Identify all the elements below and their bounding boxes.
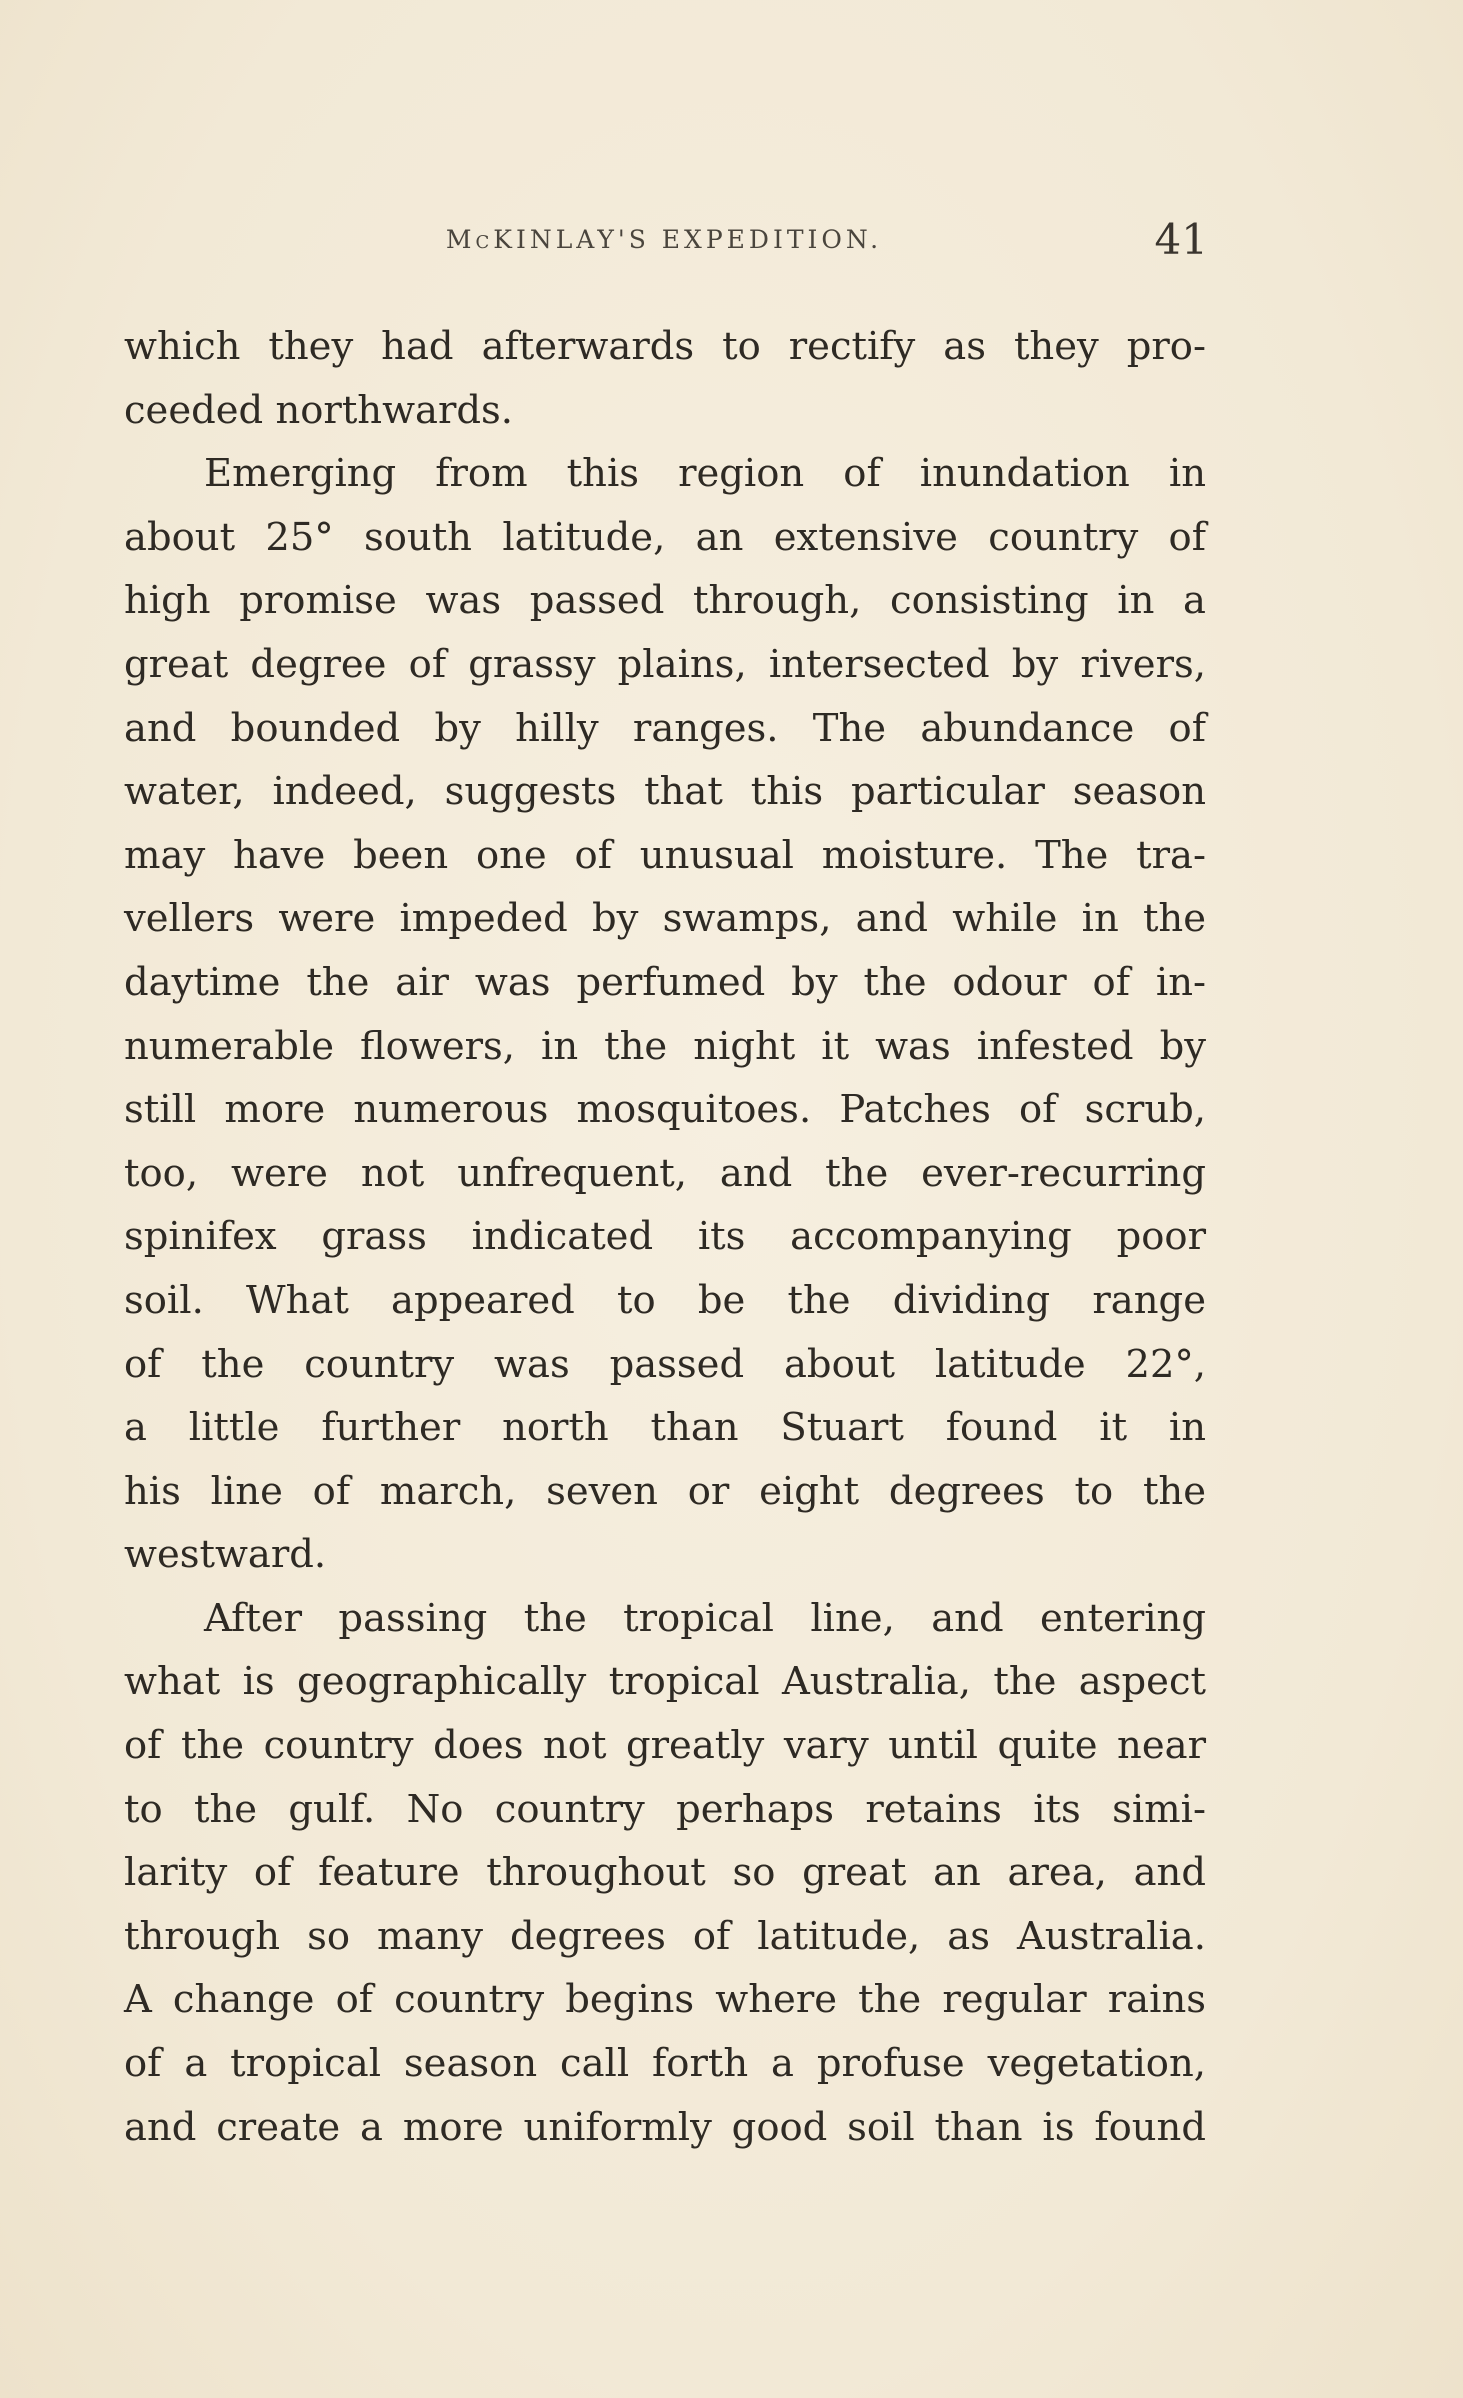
text-line: may have been one of unusual moisture. The tra- <box>124 832 1206 878</box>
text-line: ceeded northwards. <box>124 387 514 433</box>
running-head <box>120 215 1208 265</box>
text-line: what is geographically tropical Australia, the aspect <box>124 1659 1206 1705</box>
text-line: of the country does not greatly vary until quite near <box>124 1723 1206 1769</box>
page-number: 41 <box>1154 215 1208 264</box>
text-line: still more numerous mosquitoes. Patches of scrub, <box>124 1087 1206 1133</box>
text-line: spinifex grass indicated its accompanying poor <box>124 1214 1206 1260</box>
text-line: about 25° south latitude, an extensive country of <box>124 514 1206 560</box>
text-line: Emerging from this region of inundation in <box>204 451 1206 497</box>
body-text <box>124 315 1206 2159</box>
text-line: daytime the air was perfumed by the odour of in- <box>124 959 1206 1005</box>
text-line: too, were not unfrequent, and the ever-recurring <box>124 1150 1206 1196</box>
text-line: water, indeed, suggests that this particular season <box>124 769 1206 815</box>
text-line: of a tropical season call forth a profuse vegetation, <box>124 2041 1206 2087</box>
text-line: and create a more uniformly good soil than is found <box>124 2104 1206 2150</box>
text-line: high promise was passed through, consisting in a <box>124 578 1206 624</box>
text-line: vellers were impeded by swamps, and while in the <box>124 896 1206 942</box>
text-line: his line of march, seven or eight degrees to the <box>124 1468 1206 1514</box>
text-line: and bounded by hilly ranges. The abundance of <box>124 705 1206 751</box>
text-line: After passing the tropical line, and entering <box>204 1595 1206 1641</box>
text-line: great degree of grassy plains, intersected by rivers, <box>124 641 1206 687</box>
text-line: which they had afterwards to rectify as they pro- <box>124 324 1206 369</box>
text-line: through so many degrees of latitude, as Australia. <box>124 1913 1206 1959</box>
text-line: soil. What appeared to be the dividing range <box>124 1277 1206 1323</box>
text-line: A change of country begins where the regular rains <box>124 1977 1206 2023</box>
text-line: a little further north than Stuart found it in <box>124 1405 1206 1451</box>
text-line: to the gulf. No country perhaps retains its simi- <box>124 1786 1206 1832</box>
text-line: of the country was passed about latitude 22°, <box>124 1341 1206 1387</box>
running-title: McKINLAY'S EXPEDITION. <box>445 225 883 254</box>
text-line: westward. <box>124 1532 327 1578</box>
text-line: numerable flowers, in the night it was infested by <box>124 1023 1206 1069</box>
text-line: larity of feature throughout so great an area, and <box>124 1850 1206 1896</box>
